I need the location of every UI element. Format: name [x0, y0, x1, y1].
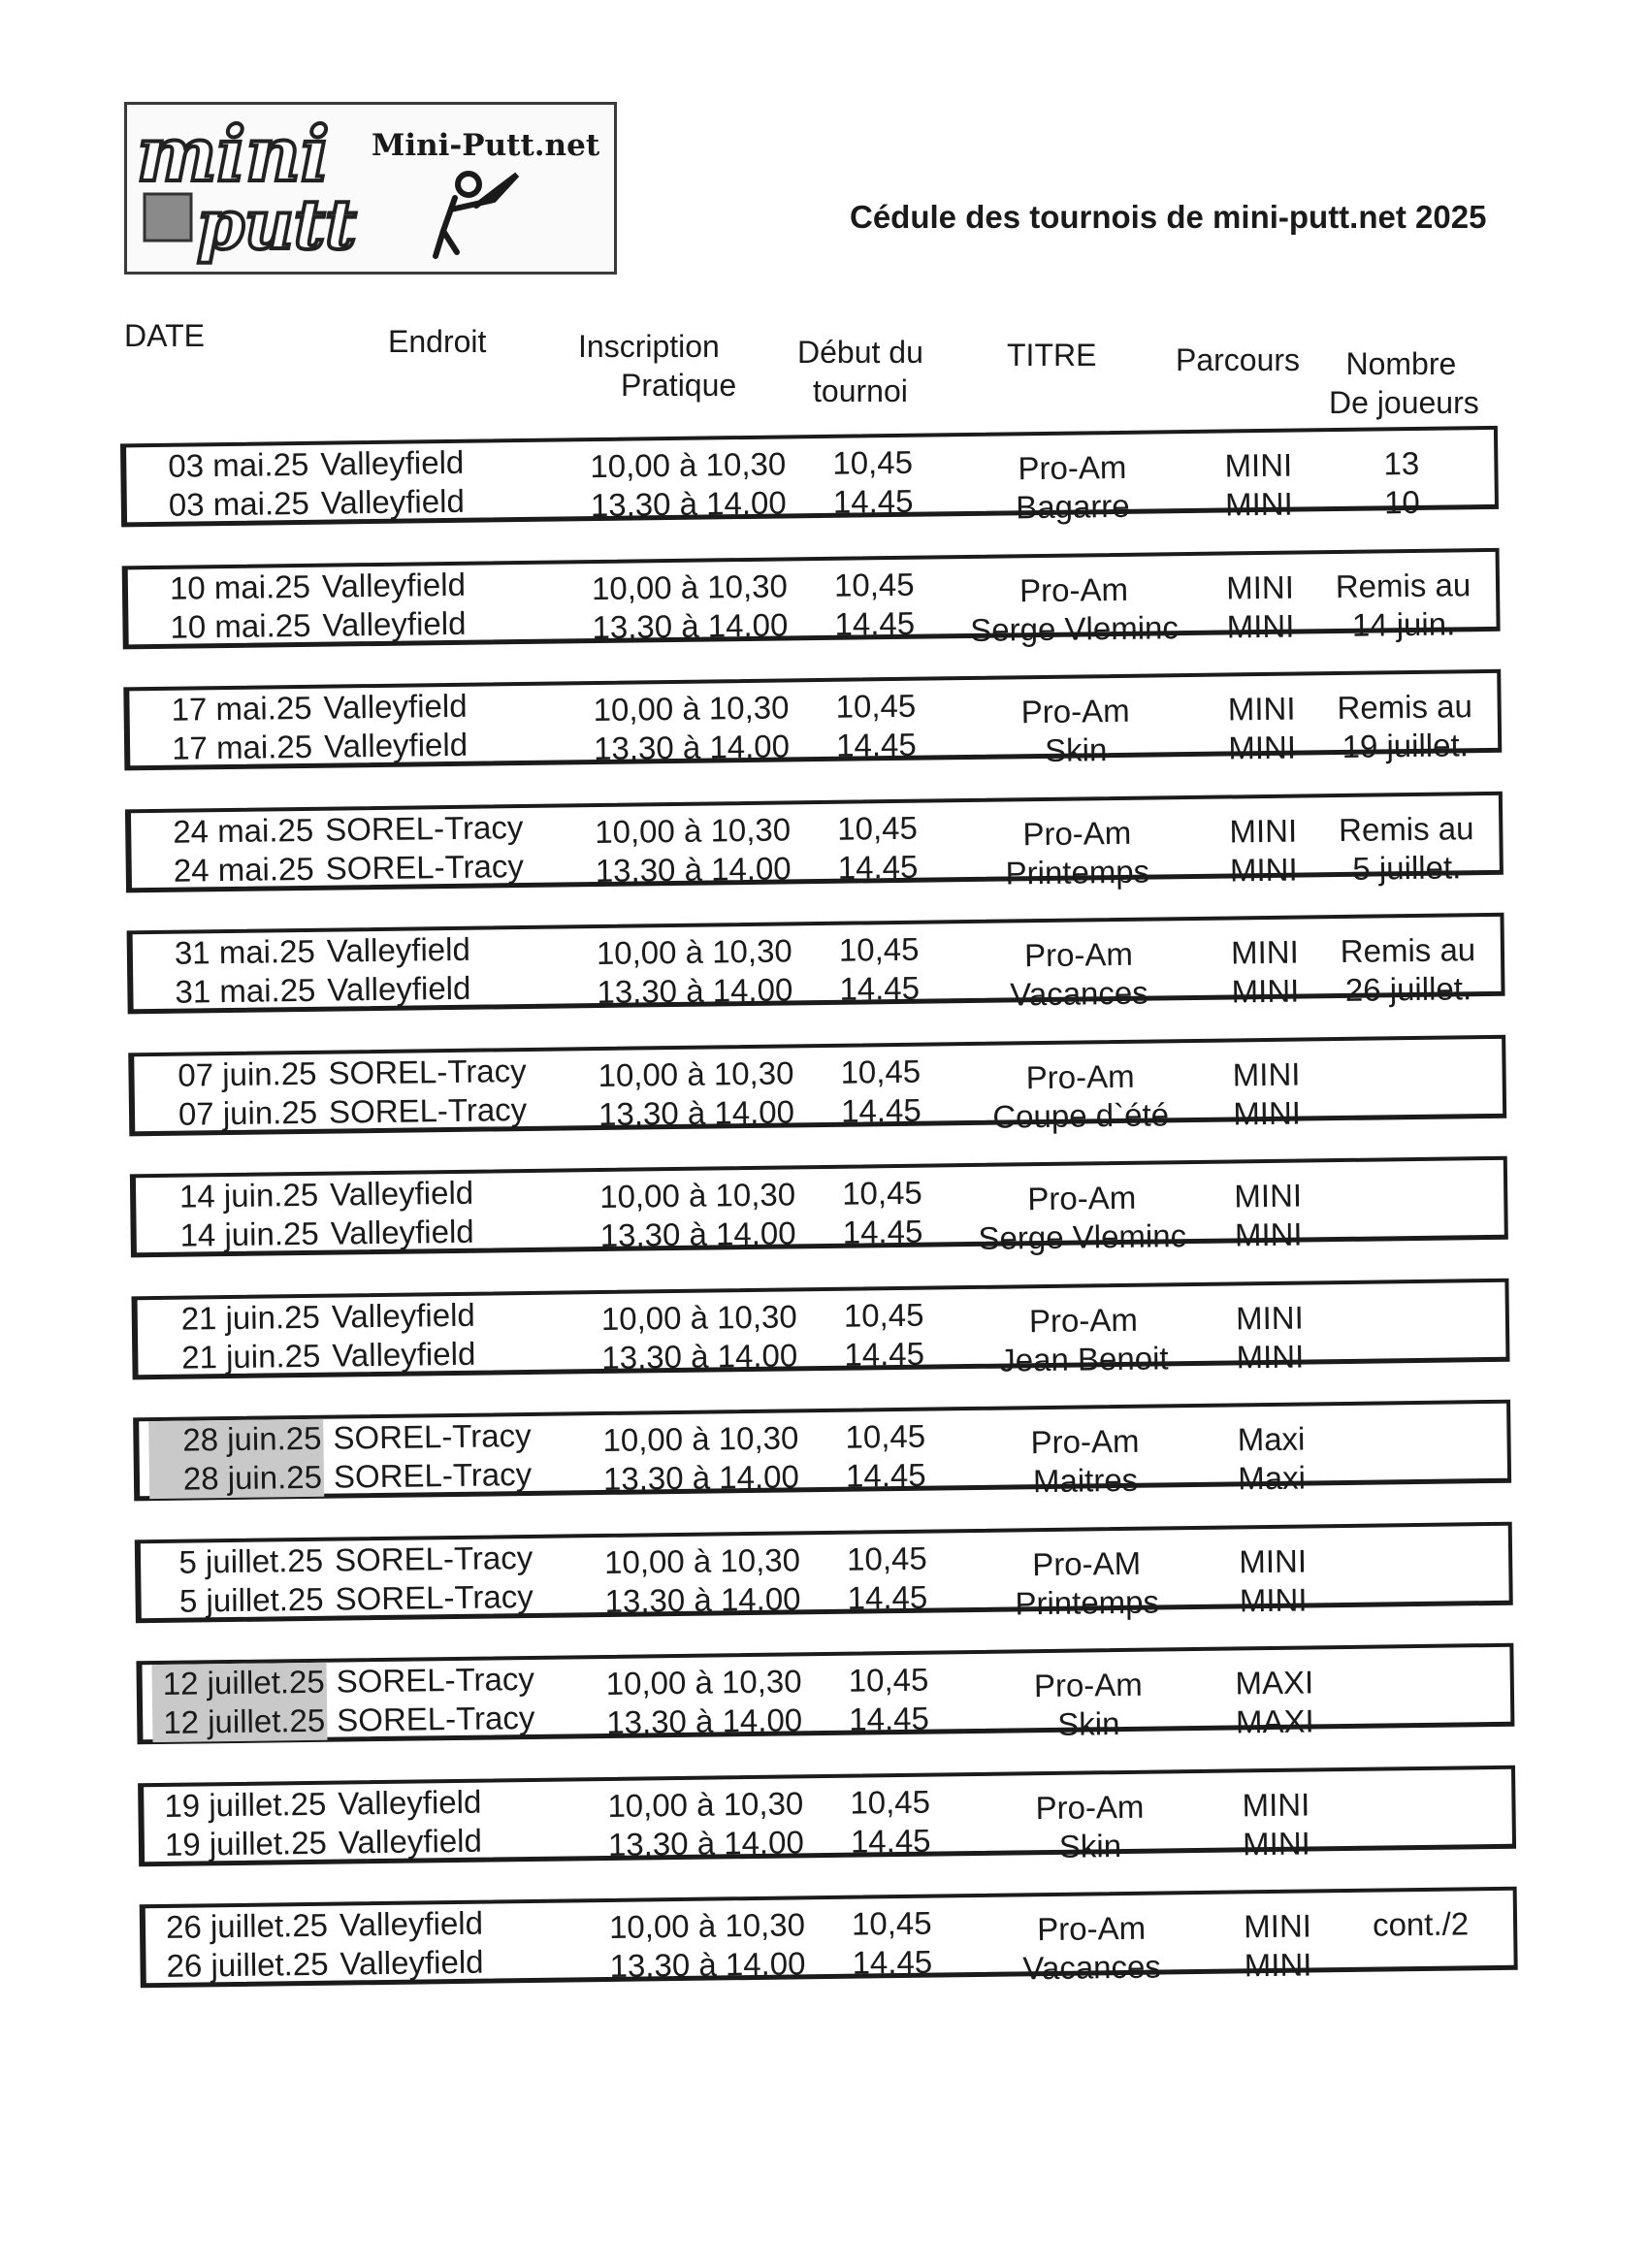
tournament-row	[133, 1400, 1511, 1502]
registration-time-line2: 13,30 à 14.00	[593, 728, 791, 767]
tournament-title-line2: Vacances	[1022, 1948, 1162, 1987]
tournament-title	[941, 447, 1204, 529]
registration-time-line1: 10,00 à 10,30	[590, 445, 787, 485]
tournament-title-line2: Serge Vleminc	[978, 1217, 1187, 1256]
tournament-location-line2: Valleyfield	[338, 1822, 483, 1861]
start-time	[844, 1295, 925, 1374]
tournament-title-line1: Pro-Am	[1025, 1057, 1135, 1095]
course-type-line1: MINI	[1239, 1542, 1308, 1579]
player-count-line1	[1323, 1295, 1503, 1297]
course-type-line1: MINI	[1229, 812, 1298, 849]
tournament-title-line1: Pro-Am	[1018, 448, 1127, 487]
tournament-row	[136, 1643, 1514, 1745]
tournament-location-line1: Valleyfield	[331, 1296, 475, 1335]
player-count	[1324, 1417, 1504, 1419]
tournament-location	[338, 1782, 482, 1862]
registration-time	[593, 688, 790, 768]
start-time	[837, 808, 919, 887]
registration-time-line2: 13,30 à 14.00	[606, 1701, 803, 1740]
tournament-row	[125, 791, 1504, 892]
registration-time-line2: 13,30 à 14.00	[590, 484, 787, 524]
tournament-title-line2: Printemps	[1015, 1583, 1160, 1621]
start-time-line2: 14.45	[850, 1822, 931, 1860]
tournament-row	[127, 913, 1505, 1015]
start-time-line1: 10,45	[850, 1783, 931, 1821]
tournament-title-line1: Pro-Am	[1020, 692, 1130, 730]
tournament-row	[140, 1887, 1518, 1989]
tournament-title-line1: Pro-Am	[1030, 1422, 1140, 1461]
tournament-title-line1: Pro-Am	[1027, 1179, 1137, 1217]
tournament-date	[139, 689, 314, 768]
tournament-location-line1: SOREL-Tracy	[334, 1539, 534, 1578]
tournament-location	[328, 1051, 527, 1131]
tournament-location-line1: Valleyfield	[339, 1904, 484, 1943]
logo-wordmark-mini: mini	[137, 111, 330, 199]
tournament-location-line2: SOREL-Tracy	[335, 1577, 534, 1617]
player-count-line2	[1326, 1539, 1505, 1540]
start-time-line2: 14.45	[834, 604, 916, 642]
tournament-date	[151, 1663, 327, 1742]
course-type-line2: MINI	[1233, 1094, 1302, 1131]
registration-time-line2: 13,30 à 14.00	[602, 1458, 800, 1497]
tournament-date-line2: 24 mai.25	[173, 850, 314, 889]
registration-time-line1: 10,00 à 10,30	[593, 689, 790, 729]
tournament-date-line1: 21 juin.25	[180, 1298, 321, 1337]
start-time	[850, 1782, 931, 1861]
registration-time	[602, 1418, 799, 1499]
tournament-date-line2: 5 juillet.25	[178, 1580, 324, 1619]
course-type	[1212, 1054, 1320, 1133]
registration-time	[595, 810, 792, 891]
course-type	[1222, 1785, 1330, 1863]
tournament-date-line2: 03 mai.25	[168, 484, 310, 523]
player-count-line1	[1321, 1174, 1501, 1176]
player-count	[1326, 1539, 1505, 1540]
course-type-line2: MINI	[1228, 729, 1297, 766]
course-type	[1217, 1419, 1325, 1498]
tournament-date-line1: 19 juillet.25	[164, 1785, 327, 1824]
tournament-date	[146, 1176, 321, 1255]
registration-time-line2: 13,30 à 14.00	[595, 849, 792, 889]
tournament-title	[954, 1421, 1216, 1503]
tournament-title	[953, 1299, 1215, 1380]
course-type-line2: MINI	[1229, 851, 1298, 888]
registration-time-line1: 10,00 à 10,30	[598, 1176, 796, 1215]
player-count-line2	[1329, 1782, 1508, 1784]
player-count-line1	[1319, 1052, 1499, 1053]
tournament-date-line1: 07 juin.25	[178, 1054, 317, 1093]
registration-time	[590, 444, 787, 525]
registration-time-line1: 10,00 à 10,30	[591, 567, 789, 606]
course-type	[1224, 1906, 1332, 1985]
course-type-line1: MAXI	[1235, 1664, 1314, 1701]
player-count-line2: 10	[1383, 483, 1420, 521]
start-time-line1: 10,45	[840, 1053, 922, 1090]
course-type	[1208, 689, 1315, 767]
course-type-line1: Maxi	[1237, 1420, 1306, 1458]
player-count	[1314, 687, 1495, 766]
tournament-row	[123, 669, 1502, 771]
tournament-title-line2: Bagarre	[1015, 487, 1130, 526]
start-time-line1: 10,45	[845, 1417, 926, 1455]
tournament-date-line2: 14 juin.25	[179, 1215, 319, 1253]
start-time-line1: 10,45	[838, 930, 920, 968]
player-count-line1: Remis au	[1338, 809, 1474, 848]
registration-time	[607, 1784, 804, 1864]
tournament-date-line2: 19 juillet.25	[164, 1824, 328, 1863]
tournament-date-line1: 31 mai.25	[174, 932, 316, 971]
tournament-location	[332, 1295, 476, 1375]
start-time	[847, 1539, 928, 1617]
start-time-line1: 10,45	[841, 1174, 923, 1212]
registration-time-line2: 13,30 à 14.00	[609, 1945, 806, 1984]
player-count	[1328, 1661, 1507, 1663]
course-type-line2: MAXI	[1235, 1702, 1314, 1740]
tournament-title	[948, 934, 1211, 1016]
tournament-location-line2: Valleyfield	[322, 604, 467, 643]
player-count	[1316, 808, 1497, 888]
tournament-row	[122, 547, 1501, 649]
registration-time-line2: 13,30 à 14.00	[592, 605, 789, 645]
course-type	[1216, 1298, 1324, 1377]
registration-time-line2: 13,30 à 14.00	[599, 1215, 796, 1254]
tournament-location-line2: SOREL-Tracy	[336, 1699, 535, 1738]
course-type-line2: MINI	[1239, 1581, 1308, 1618]
tournament-title-line2: Coupe d`été	[992, 1095, 1170, 1135]
tournament-date-line2: 10 mai.25	[170, 606, 311, 645]
tournament-date-line1: 14 juin.25	[178, 1176, 319, 1215]
tournament-date	[143, 932, 318, 1012]
tournament-location-line1: Valleyfield	[321, 566, 467, 604]
registration-time-line1: 10,00 à 10,30	[596, 932, 792, 972]
tournament-date-line2: 28 juin.25	[182, 1458, 323, 1497]
course-type-line1: MINI	[1244, 1907, 1312, 1945]
tournament-title-line1: Pro-AM	[1032, 1544, 1142, 1582]
tournament-date-line2: 21 juin.25	[180, 1337, 321, 1376]
tournament-title-line2: Printemps	[1005, 853, 1150, 891]
start-time	[845, 1417, 926, 1496]
tournament-date-line1: 5 juillet.25	[178, 1541, 324, 1580]
header-inscription: Inscription Pratique	[578, 329, 737, 403]
course-type	[1214, 1176, 1322, 1254]
start-time-line1: 10,45	[851, 1904, 932, 1942]
registration-time	[598, 1053, 794, 1134]
course-type-line2: MINI	[1231, 972, 1300, 1010]
start-time-line1: 10,45	[846, 1539, 927, 1577]
registration-time-line1: 10,00 à 10,30	[598, 1053, 794, 1093]
tournament-title-line2: Skin	[1057, 1705, 1120, 1742]
player-count	[1313, 565, 1494, 644]
header-debut: Début du tournoi	[797, 335, 923, 408]
tournament-date-line1: 24 mai.25	[173, 811, 314, 850]
registration-time-line2: 13,30 à 14.00	[601, 1336, 798, 1376]
course-type-line1: MINI	[1224, 446, 1293, 484]
tournament-row	[138, 1765, 1516, 1866]
player-count	[1319, 1052, 1499, 1053]
tournament-location	[333, 1416, 532, 1497]
registration-time-line2: 13,30 à 14.00	[607, 1823, 805, 1863]
player-count-line2	[1328, 1661, 1507, 1663]
tournament-title	[949, 1055, 1212, 1137]
tournament-location	[325, 808, 524, 889]
tournament-location-line1: Valleyfield	[329, 1174, 474, 1213]
course-type-line2: Maxi	[1237, 1459, 1307, 1497]
registration-time	[599, 1175, 796, 1255]
course-type-line2: MINI	[1236, 1338, 1305, 1375]
tournament-location-line2: Valleyfield	[320, 482, 466, 521]
tournament-location-line1: SOREL-Tracy	[333, 1416, 532, 1456]
course-type	[1212, 932, 1319, 1011]
tournament-location-line1: Valleyfield	[320, 443, 465, 482]
start-time-line2: 14.45	[839, 969, 921, 1007]
player-count	[1311, 443, 1492, 523]
header-nombre: Nombre De joueurs	[1329, 346, 1479, 420]
tournament-location-line1: Valleyfield	[326, 930, 471, 969]
start-time-line1: 10,45	[833, 566, 915, 603]
tournament-location	[327, 930, 471, 1010]
registration-time	[597, 931, 793, 1012]
registration-time	[601, 1297, 798, 1377]
player-count-line2	[1324, 1417, 1504, 1419]
tournament-date	[144, 1053, 319, 1133]
tournament-date	[150, 1540, 326, 1620]
tournament-title	[951, 1178, 1213, 1259]
header-date: DATE	[124, 318, 205, 353]
tournament-location	[323, 687, 468, 766]
tournament-date-line2: 31 mai.25	[175, 971, 316, 1010]
tournament-location	[320, 443, 465, 523]
course-type-line2: MINI	[1244, 1946, 1312, 1984]
registration-time-line1: 10,00 à 10,30	[605, 1663, 802, 1701]
tournament-date	[141, 810, 316, 890]
tournament-row	[135, 1521, 1513, 1623]
player-count	[1329, 1782, 1508, 1784]
registration-time-line1: 10,00 à 10,30	[603, 1540, 801, 1580]
tournament-row	[120, 426, 1499, 528]
course-type-line1: MINI	[1230, 933, 1300, 971]
player-count	[1323, 1295, 1503, 1297]
tournament-title-line1: Pro-Am	[1022, 814, 1132, 852]
logo-site-name: Mini-Putt.net	[372, 128, 600, 163]
player-count-line2: 14 juin.	[1351, 604, 1456, 643]
registration-time	[604, 1540, 801, 1621]
registration-time	[609, 1905, 806, 1986]
course-type-line1: MINI	[1227, 690, 1296, 728]
start-time	[834, 565, 916, 643]
course-type-line2: MINI	[1234, 1215, 1303, 1253]
start-time-line2: 14.45	[844, 1335, 925, 1373]
tournament-date-line1: 26 juillet.25	[165, 1906, 329, 1945]
course-type-line1: MINI	[1235, 1299, 1304, 1336]
tournament-location	[335, 1538, 534, 1618]
tournament-title	[958, 1786, 1221, 1867]
tournament-title	[957, 1665, 1220, 1746]
course-type-line1: MINI	[1225, 568, 1295, 606]
tournament-date-line1: 28 juin.25	[182, 1419, 322, 1458]
tournament-title-line2: Maitres	[1032, 1461, 1139, 1500]
document-title: Cédule des tournois de mini-putt.net 2025	[850, 199, 1487, 235]
course-type	[1219, 1541, 1327, 1620]
tournament-location-line1: SOREL-Tracy	[336, 1660, 535, 1700]
tournament-title	[946, 812, 1209, 893]
player-count	[1321, 1174, 1501, 1176]
player-count-line2	[1321, 1174, 1501, 1176]
tournament-date-line1: 03 mai.25	[168, 445, 309, 484]
start-time-line1: 10,45	[848, 1661, 929, 1699]
tournament-row	[131, 1278, 1509, 1379]
start-time-line2: 14.45	[852, 1943, 933, 1981]
registration-time-line2: 13,30 à 14.00	[598, 1092, 795, 1132]
course-type-line1: MINI	[1232, 1055, 1301, 1092]
header-endroit: Endroit	[388, 324, 487, 359]
tournament-location-line2: SOREL-Tracy	[325, 847, 525, 887]
tournament-date-line1: 12 juillet.25	[162, 1663, 325, 1701]
player-count-line1	[1329, 1782, 1508, 1784]
tournament-date-line2: 07 juin.25	[178, 1093, 318, 1132]
tournament-location-line1: Valleyfield	[323, 687, 468, 726]
start-time	[842, 1174, 923, 1252]
registration-time-line2: 13,30 à 14.00	[597, 971, 793, 1011]
logo-wordmark-putt: putt	[197, 184, 357, 265]
tournament-location	[330, 1174, 474, 1253]
tournament-location-line2: Valleyfield	[332, 1335, 476, 1374]
player-count-line1: Remis au	[1335, 566, 1471, 604]
start-time	[832, 443, 914, 522]
start-time-line1: 10,45	[843, 1296, 924, 1334]
player-count	[1331, 1904, 1511, 1945]
tournament-date	[147, 1297, 323, 1377]
tournament-date	[155, 1906, 331, 1986]
start-time	[839, 930, 921, 1009]
tournament-date-line2: 12 juillet.25	[163, 1701, 326, 1740]
player-count-line2: 19 juillet.	[1342, 727, 1470, 764]
tournament-title-line2: Vacances	[1010, 974, 1148, 1013]
header-titre: TITRE	[1007, 338, 1097, 373]
tournament-row	[128, 1034, 1506, 1136]
tournament-title-line1: Pro-Am	[1028, 1301, 1139, 1339]
registration-time-line1: 10,00 à 10,30	[602, 1419, 799, 1458]
tournament-title-line1: Pro-Am	[1023, 935, 1134, 974]
tournament-title-line2: Skin	[1044, 731, 1108, 768]
course-type	[1221, 1663, 1329, 1741]
tournament-date	[148, 1419, 324, 1499]
tournament-location-line2: SOREL-Tracy	[328, 1090, 528, 1130]
start-time	[840, 1052, 922, 1130]
course-type-line2: MINI	[1224, 485, 1293, 523]
tournament-title-line1: Pro-Am	[1035, 1788, 1145, 1826]
player-count-line1: Remis au	[1337, 688, 1473, 727]
player-count-line2: 5 juillet.	[1352, 848, 1462, 887]
registration-time	[592, 567, 789, 647]
course-type-line2: MINI	[1242, 1824, 1311, 1862]
registration-time-line2: 13,30 à 14.00	[604, 1579, 801, 1619]
start-time-line2: 14.45	[842, 1213, 923, 1250]
tournament-date-line2: 26 juillet.25	[166, 1945, 329, 1984]
player-count-line1	[1326, 1539, 1505, 1540]
tournament-location	[322, 565, 467, 644]
registration-time	[606, 1662, 803, 1742]
tournament-title-line2: Jean Benoit	[999, 1339, 1169, 1378]
registration-time-line1: 10,00 à 10,30	[595, 810, 792, 850]
tournament-title	[943, 568, 1206, 650]
tournament-date	[153, 1784, 329, 1863]
tournament-title-line2: Skin	[1058, 1827, 1122, 1864]
course-type	[1207, 567, 1314, 646]
tournament-location-line2: Valleyfield	[330, 1213, 474, 1251]
course-type-line2: MINI	[1226, 607, 1295, 644]
player-count-line1	[1328, 1661, 1507, 1663]
start-time-line2: 14.45	[835, 726, 917, 763]
player-count-line2	[1323, 1295, 1503, 1297]
course-type	[1210, 811, 1317, 890]
tournament-location	[340, 1904, 484, 1984]
tournament-title-line2: Serge Vleminc	[970, 608, 1180, 648]
start-time-line1: 10,45	[832, 443, 914, 481]
start-time-line2: 14.45	[837, 848, 919, 886]
tournament-title-line1: Pro-Am	[1018, 570, 1129, 608]
registration-time-line1: 10,00 à 10,30	[608, 1906, 806, 1945]
start-time-line2: 14.45	[832, 482, 914, 520]
tournament-date-line1: 10 mai.25	[169, 567, 311, 606]
tournament-row	[130, 1156, 1508, 1258]
player-count	[1318, 930, 1499, 1010]
start-time-line2: 14.45	[847, 1578, 928, 1616]
player-count-line1	[1324, 1417, 1504, 1419]
tournament-title-line1: Pro-Am	[1033, 1666, 1143, 1704]
tournament-date-line1: 17 mai.25	[171, 689, 312, 728]
tournament-date-line2: 17 mai.25	[171, 728, 313, 766]
player-count-line2: 26 juillet.	[1344, 970, 1472, 1008]
start-time-line1: 10,45	[837, 809, 919, 847]
course-type-line1: MINI	[1242, 1785, 1310, 1823]
player-count-line2	[1319, 1052, 1499, 1053]
player-count-line2: cont./2	[1372, 1905, 1470, 1943]
registration-time-line1: 10,00 à 10,30	[607, 1784, 804, 1824]
player-count-line1: Remis au	[1340, 931, 1476, 969]
start-time	[852, 1904, 933, 1983]
course-type	[1205, 445, 1312, 524]
tournament-location-line2: Valleyfield	[323, 726, 469, 764]
tournament-title	[960, 1908, 1223, 1990]
tournament-title	[955, 1542, 1218, 1624]
tournament-location	[336, 1660, 534, 1740]
course-type-line1: MINI	[1234, 1177, 1303, 1215]
tournament-title	[944, 691, 1207, 772]
start-time	[848, 1661, 929, 1739]
tournament-date	[138, 567, 313, 646]
tournament-location-line2: SOREL-Tracy	[333, 1455, 533, 1495]
start-time-line1: 10,45	[835, 687, 917, 725]
tournament-location-line1: SOREL-Tracy	[324, 808, 524, 848]
header-parcours: Parcours	[1176, 342, 1301, 377]
start-time	[835, 687, 917, 765]
registration-time-line1: 10,00 à 10,30	[600, 1297, 797, 1337]
tournament-location-line2: Valleyfield	[340, 1943, 484, 1982]
tournament-location-line1: Valleyfield	[338, 1783, 482, 1822]
start-time-line2: 14.45	[849, 1700, 930, 1737]
tournament-date	[136, 445, 311, 525]
start-time-line2: 14.45	[840, 1091, 922, 1129]
player-count-line1: 13	[1383, 444, 1420, 482]
tournament-location-line1: SOREL-Tracy	[328, 1052, 527, 1091]
tournament-location-line2: Valleyfield	[327, 969, 471, 1008]
tournament-title-line1: Pro-Am	[1036, 1909, 1147, 1948]
start-time-line2: 14.45	[845, 1456, 926, 1494]
